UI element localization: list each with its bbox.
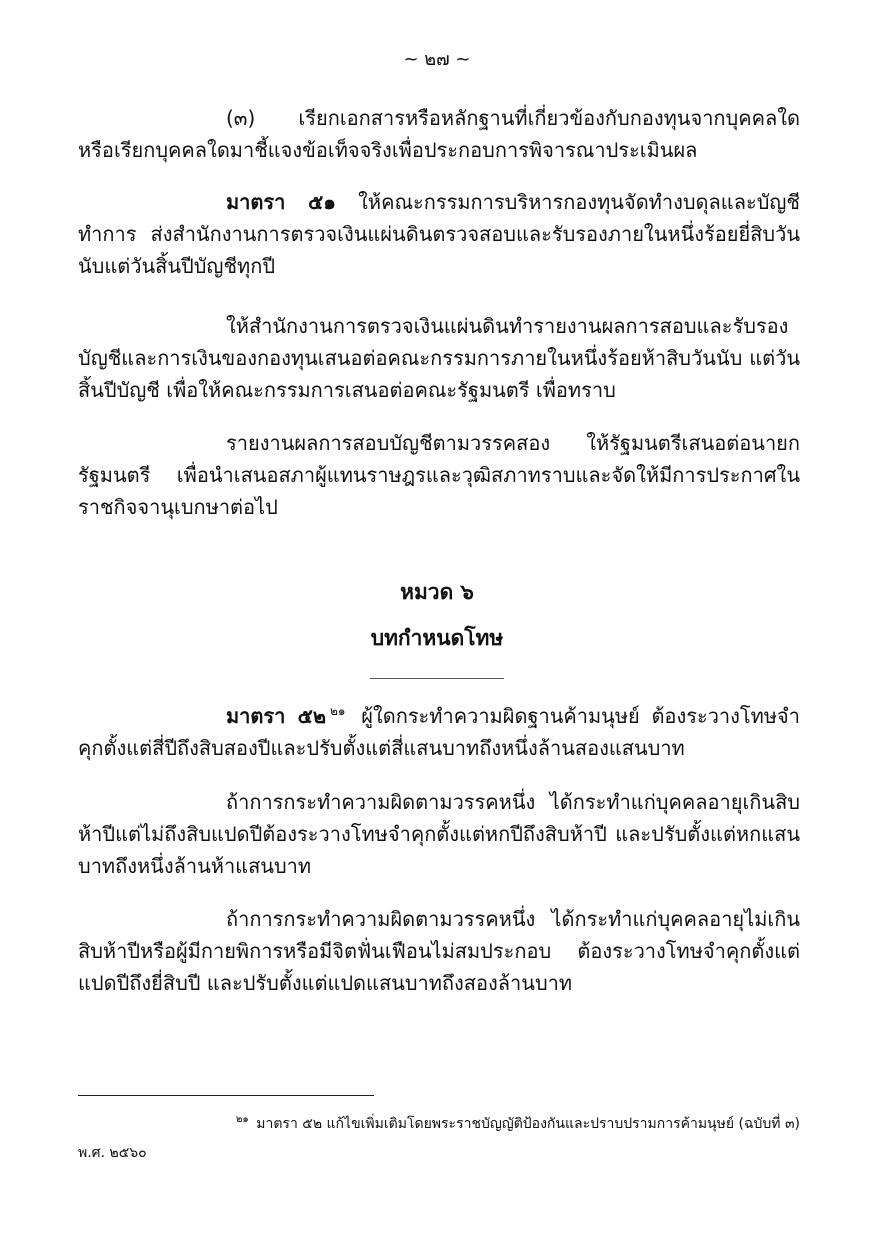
chapter-number: หมวด ๖ [400, 580, 474, 604]
section-51-label: มาตรา ๕๑ [226, 190, 336, 214]
paragraph-text: ถ้าการกระทำความผิดตามวรรคหนึ่ง ได้กระทำแก่บุคคลอายุไม่เกินสิบห้าปีหรือผู้มีกายพิการหรือมีจิตฟั่นเฟือนไม่สมประกอบ ต้องระวางโทษจำคุกตั้งแต่แปดปีถึงยี่สิบปี และปรับตั้งแต่แปดแสนบาทถึงสองล้านบาท [78, 907, 800, 995]
section-51 [78, 186, 800, 282]
footnote-reference[interactable]: ๒๑ [330, 704, 346, 719]
footnote-divider [78, 1095, 374, 1096]
paragraph-text: ให้สำนักงานการตรวจเงินแผ่นดินทำรายงานผลการสอบและรับรองบัญชีและการเงินของกองทุนเสนอต่อคณะกรรมการภายในหนึ่งร้อยห้าสิบวันนับ แต่วันสิ้นปีบัญชี เพื่อให้คณะกรรมการเสนอต่อคณะรัฐมนตรี เพื่อทราบ [78, 314, 800, 402]
footnote-continuation: พ.ศ. ๒๕๖๐ [78, 1145, 147, 1161]
page-number: ~ ๒๗ ~ [403, 49, 471, 70]
paragraph-item-3 [78, 102, 800, 166]
paragraph-text: ถ้าการกระทำความผิดตามวรรคหนึ่ง ได้กระทำแก่บุคคลอายุเกินสิบห้าปีแต่ไม่ถึงสิบแปดปีต้องระวางโทษจำคุกตั้งแต่หกปีถึงสิบห้าปี และปรับตั้งแต่หกแสนบาทถึงหนึ่งล้านห้าแสนบาท [78, 790, 800, 878]
section-52-label: มาตรา ๕๒ [226, 704, 326, 728]
section-52-paragraph-3 [78, 903, 800, 999]
section-52-text: ผู้ใดกระทำความผิดฐานค้ามนุษย์ ต้องระวางโทษจำคุกตั้งแต่สี่ปีถึงสิบสองปีและปรับตั้งแต่สี่แสนบาทถึงหนึ่งล้านสองแสนบาท [78, 704, 800, 760]
section-51-text: ให้คณะกรรมการบริหารกองทุนจัดทำงบดุลและบัญชีทำการ ส่งสำนักงานการตรวจเงินแผ่นดินตรวจสอบและรับรองภายในหนึ่งร้อยยี่สิบวันนับแต่วันสิ้นปีบัญชีทุกปี [78, 190, 801, 278]
section-51-paragraph-2 [78, 310, 800, 406]
paragraph-text: (๓) เรียกเอกสารหรือหลักฐานที่เกี่ยวข้องกับกองทุนจากบุคคลใด หรือเรียกบุคคลใดมาชี้แจงข้อเท็จจริงเพื่อประกอบการพิจารณาประเมินผล [78, 106, 800, 162]
footnote [78, 1114, 800, 1134]
chapter-divider [370, 678, 504, 679]
footnote-text: มาตรา ๕๒ แก้ไขเพิ่มเติมโดยพระราชบัญญัติป้องกันและปราบปรามการค้ามนุษย์ (ฉบับที่ ๓) [256, 1116, 800, 1132]
section-52-paragraph-2 [78, 786, 800, 882]
section-52 [78, 700, 800, 764]
paragraph-text: รายงานผลการสอบบัญชีตามวรรคสอง ให้รัฐมนตรีเสนอต่อนายกรัฐมนตรี เพื่อนำเสนอสภาผู้แทนราษฎรและวุฒิสภาทราบและจัดให้มีการประกาศในราชกิจจานุเบกษาต่อไป [78, 431, 800, 519]
footnote-marker: ๒๑ [235, 1114, 249, 1126]
section-51-paragraph-3 [78, 427, 800, 523]
chapter-title: บทกำหนดโทษ [370, 626, 504, 650]
